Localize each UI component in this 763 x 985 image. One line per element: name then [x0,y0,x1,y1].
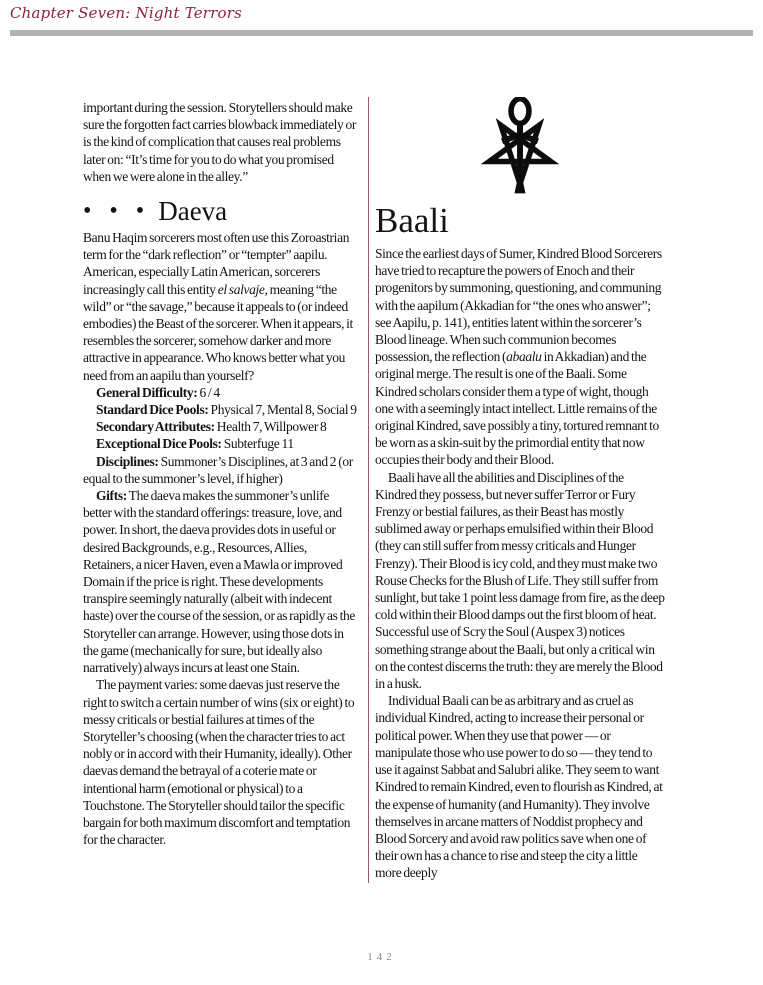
gifts-paragraph [83,487,359,676]
header-rule-bar [10,30,753,36]
stat-value: Physical 7, Mental 8, Social 9 [208,402,357,418]
stat-secondary-attributes [83,418,359,435]
intro-paragraph: important during the session. Storytellers should make sure the forgotten fact carries blowback immediately or is the kind of complication that causes real problems later on: “It’s time for you to do what you promised when we were alone in the alley.” [83,100,357,184]
left-column [83,99,359,848]
stat-value: Health 7, Willpower 8 [214,419,327,435]
baali-paragraph-1 [375,245,665,469]
stat-standard-dice-pools [83,401,359,418]
stat-label: General Difficulty: [96,384,198,400]
baali-paragraph-2: Baali have all the abilities and Disciplines of the Kindred they possess, but never suffer Terror or Fury Frenzy or bestial failures, as their Beast has mostly sublimed away or perhaps emulsified within their Blood (they can still suffer from messy criticals and Hunger Frenzy). Their Blood is icy cold, and they must make two Rouse Checks for the Blush of Life. They still suffer from sunlight, but take 1 point less damage from fire, as the deep cold within their Blood damps out the first bloom of heat. Successful use of Scry the Soul (Auspex 3) notices something strange about the Baali, but only a critical win on the contest discerns the truth: they are merely the Blood in a husk. [375,469,665,692]
stat-value: Subterfuge 11 [221,436,294,452]
daeva-paragraph-italic: el salvaje [217,281,265,297]
baali-heading-text: Baali [375,201,449,240]
ankh-pentagram-icon [475,97,565,201]
daeva-heading-text: Daeva [158,196,228,227]
gifts-text: The daeva makes the summoner’s unlife better with the standard offerings: treasure, love, and power. In short, the daeva provides dots in useful or desired Backgrounds, e.g., Resources, Allies, Retainers, a nicer Haven, even a Mawla or improved Domain if the price is right. These developments transpire seemingly naturally (albeit with indecent haste) over the course of the session, or as rapidly as the Storyteller can arrange. However, using those dots in the game (mechanically for sure, but ideally also narratively) always incurs at least one Stain. [83,488,356,676]
baali-paragraph-text: Since the earliest days of Sumer, Kindred Blood Sorcerers have tried to recapture the powers of Enoch and their progenitors by summoning, questioning, and communing with the aapilum (Akkadian for “the ones who answer”; see Aapilu, p. 141), entities latent within the sorcerer’s Blood lineage. When such communion becomes possession, the reflection ( [375,246,662,365]
stat-disciplines [83,453,359,487]
daeva-paragraph-text: Banu Haqim sorcerers most often use this Zoroastrian term for the “dark reflection” or “tempter” aapilu. American, especially Latin American, sorcerers increasingly call this entity [83,230,350,297]
stat-general-difficulty [83,384,359,401]
stat-value: Summoner’s Disciplines, at 3 and 2 (or equal to the summoner’s level, if higher) [83,453,353,486]
daeva-paragraph-text: , meaning “the wild” or “the savage,” because it appeals to (or indeed embodies) the Beast of the sorcerer. When it appears, it resembles the sorcerer, somehow darker and more attractive in appearance. Who knows better what you need from an aapilu than yourself? [83,281,353,383]
gifts-label: Gifts: [96,488,127,504]
stat-label: Secondary Attributes: [96,419,215,435]
baali-paragraph-text: in Akkadian) and the original merge. The result is one of the Baali. Some Kindred scholars consider them a type of wight, though one with a seemingly intact intellect. Little remains of the original Kindred, save possibly a tiny, tortured remnant to be worn as a skin-suit by the primordial entity that now occupies their body and their Blood. [375,349,659,468]
rank-dots-icon: • • • [83,198,151,225]
stat-label: Disciplines: [96,453,159,469]
chapter-running-header: Chapter Seven: Night Terrors [10,4,243,22]
baali-paragraph-3: Individual Baali can be as arbitrary and as cruel as individual Kindred, acting to increase their personal or political power. When they use that power — or manipulate those who use power to do so — they tend to use it against Sabbat and Salubri alike. They seem to want Kindred to remain Kindred, even to flourish as Kindred, at the expense of humanity (and Humanity). They involve themselves in arcane matters of Noddist prophecy and Blood Sorcery and avoid raw politics save when one of their own has a chance to rise and steep the city a little more deeply [375,693,663,881]
stat-label: Standard Dice Pools: [96,402,209,418]
daeva-section-heading [83,197,359,225]
stat-exceptional-dice-pools [83,435,359,452]
stat-label: Exceptional Dice Pools: [96,436,222,452]
page-number: 142 [367,951,396,963]
payment-paragraph: The payment varies: some daevas just reserve the right to switch a certain number of wins (six or eight) to messy criticals or bestial failures at times of the Storyteller’s choosing (when the character tries to act nobly or in accord with their Humanity, ideally). Other daevas demand the betrayal of a coterie mate or intentional harm (emotional or physical) to a Touchstone. The Storyteller should tailor the specific bargain for both maximum discomfort and temptation for the character. [83,677,355,848]
right-column [375,97,665,882]
baali-clan-symbol [375,97,665,201]
column-divider-rule [368,97,369,883]
baali-paragraph-italic: abaalu [506,349,542,365]
daeva-description-paragraph [83,229,359,384]
stat-value: 6 / 4 [197,384,220,400]
